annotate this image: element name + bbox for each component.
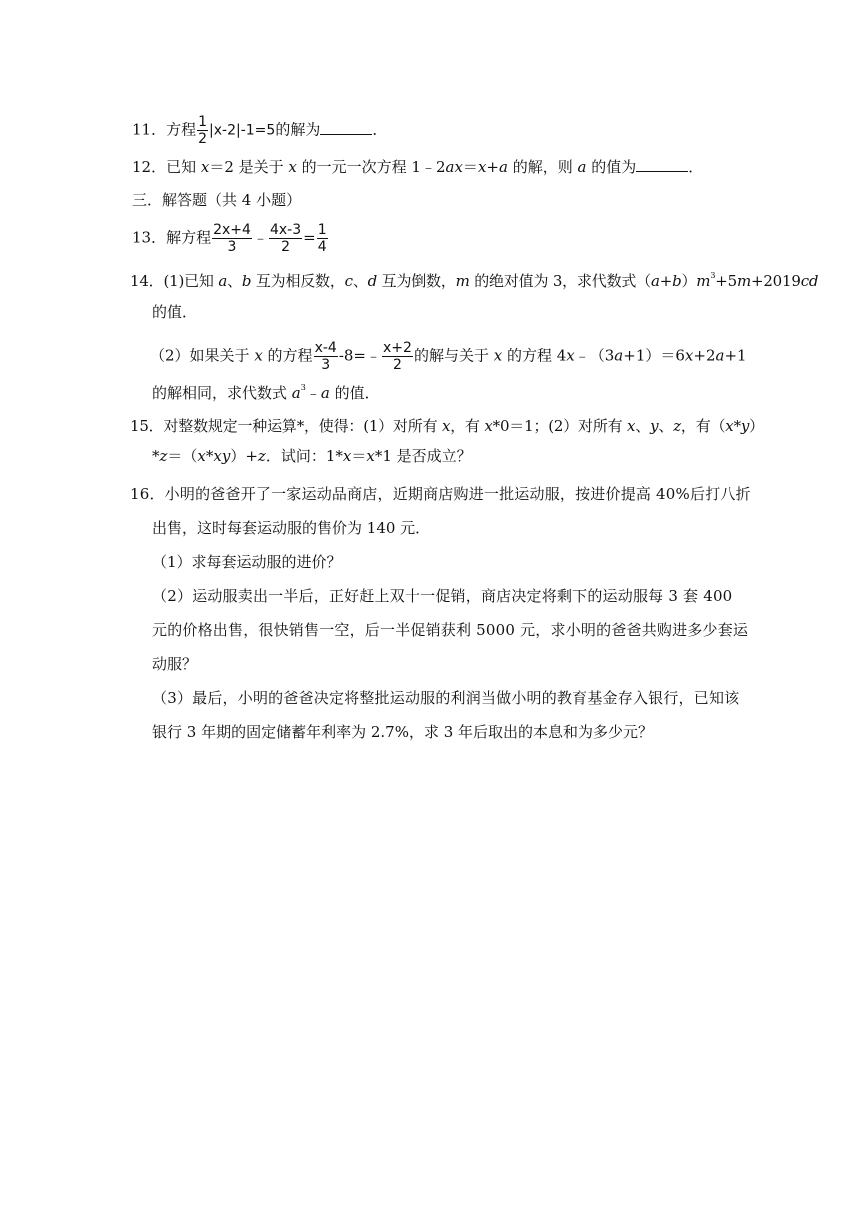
question-16-sub-3-line-2: 银行 3 年期的固定储蓄年利率为 2.7%，求 3 年后取出的本息和为多少元？ [152,723,654,741]
var-z: z [673,417,681,435]
q15-text: 、 [658,417,674,435]
q14-text: +2019 [750,272,801,290]
fraction-denominator: 3 [227,239,237,255]
equals-sign: = [303,228,316,247]
q14-text: 的值． [329,384,380,402]
section-heading: 三．解答题（共 4 小题） [132,191,302,209]
q12-end: ． [688,158,704,176]
var-x: x [566,346,575,365]
minus-sign: ﹣ [252,228,268,247]
fraction [317,222,328,255]
q15-text: * [152,447,160,465]
var-b: b [241,272,252,290]
exponent: 3 [300,383,306,392]
question-12 [132,157,703,177]
fraction [314,340,338,373]
var-xy: xy [213,447,231,465]
q12-text: ＝ [462,158,478,176]
q15-text: ．试问：1* [265,447,343,465]
var-x: x [493,346,503,365]
q15-text: * [205,447,214,465]
var-a: a [320,384,330,402]
var-m: m [696,272,711,290]
q14-text: 14．(1)已知 [130,272,219,290]
q15-text: ，有 [450,417,485,435]
question-16-sub-2-line-3: 动服？ [152,655,198,673]
q14-text: 的解相同，求代数式 [152,384,292,402]
q14-text: -8=﹣ [338,346,381,365]
answer-blank [320,120,372,135]
question-14-part-1 [130,268,818,291]
fraction [382,340,413,373]
q15-text: ，有（ [680,417,726,435]
fraction-numerator: 1 [198,114,208,130]
answer-blank [636,157,688,172]
fraction-denominator: 3 [321,357,331,373]
q11-suffix: 的解为 [275,120,321,139]
fraction-denominator: 2 [281,239,290,255]
fraction-numerator: x-4 [314,340,337,356]
q14-text: 、 [227,272,242,290]
q12-text: ＝2 是关于 [209,158,289,176]
var-ab: a+b [650,272,682,290]
var-x: x [342,447,352,465]
fraction-half [197,114,208,147]
q14-text: ﹣ [305,384,321,402]
q15-text: 、 [635,417,651,435]
q14-text: ﹣（3 [574,346,615,365]
fraction-denominator: 2 [393,357,402,373]
q14-text: ） [681,272,697,290]
q12-text: 的解，则 [507,158,578,176]
q14-text: 的绝对值为 3，求代数式（ [469,272,651,290]
var-m: m [455,272,470,290]
var-y: y [650,417,659,435]
q15-text: ＝（ [167,447,198,465]
exponent: 3 [710,271,716,280]
q13-prefix: 13．解方程 [132,228,212,247]
q11-prefix: 方程 [166,120,197,139]
q14-text: 、 [352,272,368,290]
var-x: x [484,417,493,435]
var-x: x [684,346,694,365]
var-x: x [627,417,636,435]
var-ax: ax [445,158,463,176]
q14-text: 的方程 [262,346,313,365]
q14-text: 互为相反数， [251,272,345,290]
q14-text: +5 [715,272,737,290]
var-x: x [725,417,734,435]
var-a: a [614,346,624,365]
var-z: z [257,447,266,465]
var-a: a [715,346,725,365]
q14-text: +1）＝6 [623,346,685,365]
var-x: x [200,158,210,176]
fraction [269,222,302,255]
fraction [212,222,252,255]
question-16-sub-2-line-2: 元的价格出售，很快销售一空，后一半促销获利 5000 元，求小明的爸爸共购进多少套运 [152,621,749,639]
q15-text: ）+ [230,447,258,465]
var-xa: x+a [477,158,508,176]
var-a: a [577,158,587,176]
fraction-numerator: x+2 [383,340,412,356]
fraction-denominator: 2 [198,131,208,147]
question-16-sub-3: （3）最后，小明的爸爸决定将整批运动服的利润当做小明的教育基金存入银行，已知该 [152,689,740,707]
question-16-line-2: 出售，这时每套运动服的售价为 140 元． [152,519,431,537]
var-m: m [736,272,751,290]
question-14-part-1-line-2: 的值． [152,303,198,321]
var-x: x [366,447,375,465]
var-z: z [159,447,168,465]
fraction-denominator: 4 [317,239,327,255]
question-16-sub-2: （2）运动服卖出一半后，正好赶上双十一促销，商店决定将剩下的运动服每 3 套 400 [152,587,733,605]
question-15-line-2 [152,446,472,466]
q15-text: ＝ [351,447,367,465]
var-cd: cd [800,272,819,290]
question-16-sub-1: （1）求每套运动服的进价？ [152,553,342,571]
question-11 [132,114,387,147]
var-a: a [291,384,301,402]
question-number: 11． [132,120,167,139]
var-y: y [740,417,750,435]
q15-text: *0＝1；(2）对所有 [492,417,628,435]
q14-text: 的方程 4 [502,346,567,365]
q11-end: ． [372,120,388,139]
question-14-part-2 [150,340,747,373]
q14-text: +1 [724,346,747,365]
var-x: x [441,417,451,435]
q12-text: 12．已知 [132,158,201,176]
var-x: x [254,346,263,365]
question-13 [132,222,329,255]
var-d: d [367,272,378,290]
q12-text: 的值为 [586,158,637,176]
q15-text: *1 是否成立？ [374,447,472,465]
q14-text: +2 [693,346,716,365]
q14-text: 互为倒数， [377,272,456,290]
q15-text: ） [749,417,764,435]
fraction-numerator: 4x-3 [269,222,302,238]
q12-text: 的一元一次方程 1﹣2 [296,158,446,176]
question-14-part-2-line-2 [152,380,380,403]
var-x: x [288,158,297,176]
q14-text: 的解与关于 [413,346,494,365]
q11-expression: |x-2|-1=5 [209,122,276,139]
fraction-numerator: 2x+4 [213,222,251,238]
q15-text: * [733,417,741,435]
var-x: x [197,447,206,465]
q15-text: 15．对整数规定一种运算*，使得：(1）对所有 [130,417,442,435]
question-16: 16．小明的爸爸开了一家运动品商店，近期商店购进一批运动服，按进价提高 40%后打八折 [130,485,751,503]
var-c: c [344,272,353,290]
q14-text: （2）如果关于 [150,346,255,365]
fraction-numerator: 1 [317,222,327,238]
question-15 [130,416,764,436]
var-a: a [218,272,228,290]
